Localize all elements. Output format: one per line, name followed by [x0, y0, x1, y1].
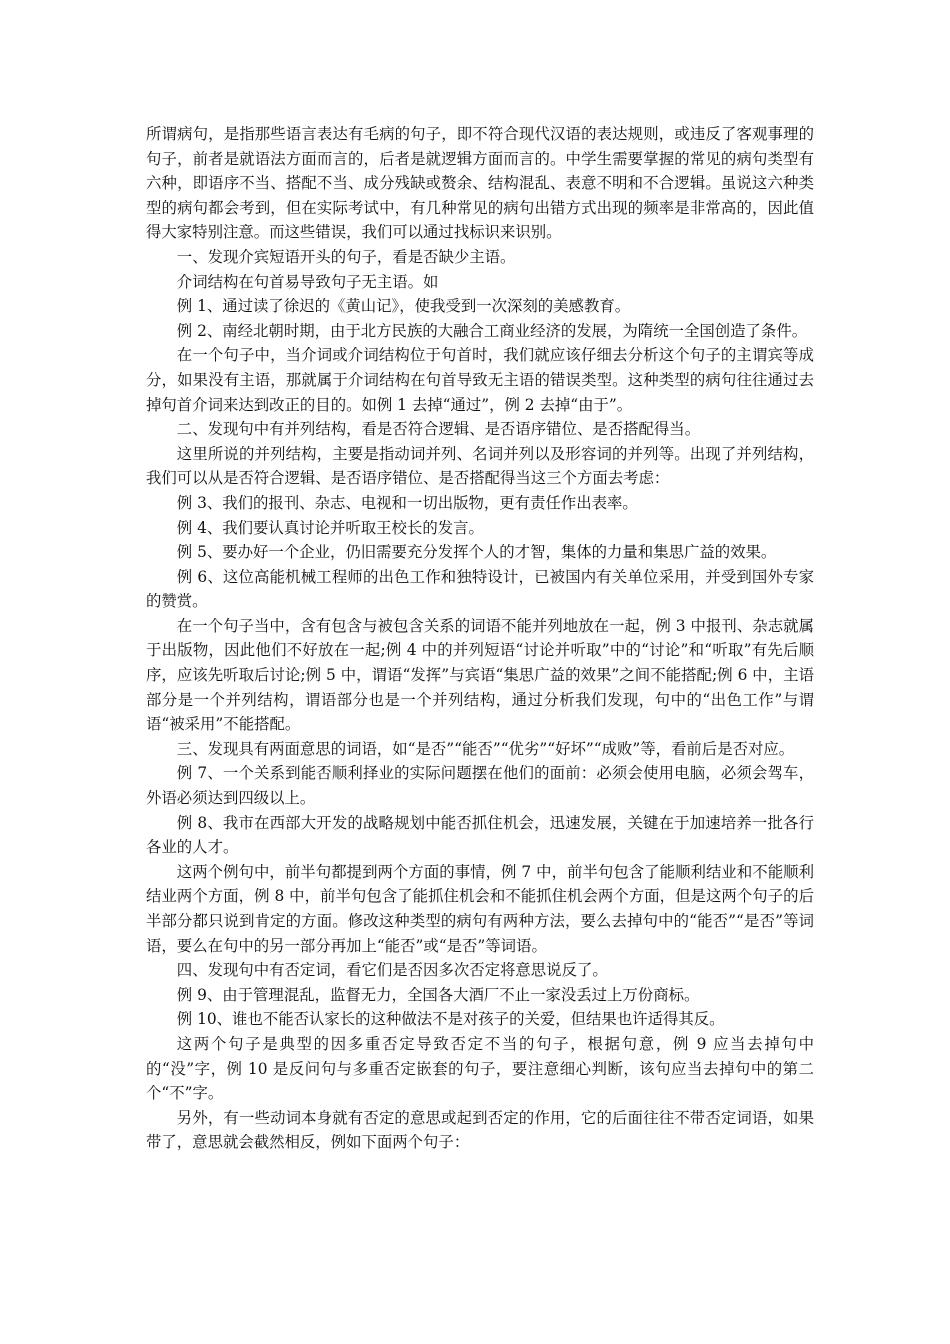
paragraph: 这两个句子是典型的因多重否定导致否定不当的句子，根据句意，例 9 应当去掉句中的“没”字，例 10 是反问句与多重否定嵌套的句子，要注意细心判断，该句应当去掉句中的第二个“不”字。: [146, 1034, 814, 1103]
paragraph: 这两个例句中，前半句都提到两个方面的事情，例 7 中，前半句包含了能顺利结业和不能顺利结业两个方面，例 8 中，前半句包含了能抓住机会和不能抓住机会两个方面，但是这两个句子的后半部分都只说到肯定的方面。修改这种类型的病句有两种方法，要么去掉句中的“能否”“是否”等词语，要么在句中的另一部分再加上“能否”或“是否”等词语。: [146, 862, 814, 955]
example-sentence: 例 10、谁也不能否认家长的这种做法不是对孩子的关爱，但结果也许适得其反。: [176, 1010, 725, 1029]
paragraph: 这里所说的并列结构，主要是指动词并列、名词并列以及形容词的并列等。出现了并列结构，我们可以从是否符合逻辑、是否语序错位、是否搭配得当这三个方面去考虑：: [146, 444, 814, 488]
section-heading: 四、发现句中有否定词，看它们是否因多次否定将意思说反了。: [176, 961, 608, 980]
document-body: [146, 122, 814, 1155]
example-sentence: 例 2、南经北朝时期，由于北方民族的大融合工商业经济的发展，为隋统一全国创造了条件。: [176, 321, 808, 340]
paragraph: 所谓病句，是指那些语言表达有毛病的句子，即不符合现代汉语的表达规则，或违反了客观事理的句子，前者是就语法方面而言的，后者是就逻辑方面而言的。中学生需要掌握的常见的病句类型有六种，即语序不当、搭配不当、成分残缺或赘余、结构混乱、表意不明和不合逻辑。虽说这六种类型的病句都会考到，但在实际考试中，有几种常见的病句出错方式出现的频率是非常高的，因此值得大家特别注意。而这些错误，我们可以通过找标识来识别。: [146, 125, 814, 242]
paragraph: 介词结构在句首易导致句子无主语。如: [176, 272, 439, 291]
section-heading: 二、发现句中有并列结构，看是否符合逻辑、是否语序错位、是否搭配得当。: [176, 420, 701, 439]
example-sentence: 例 4、我们要认真讨论并听取王校长的发言。: [176, 518, 484, 537]
example-sentence: 例 9、由于管理混乱，监督无力，全国各大酒厂不止一家没丢过上万份商标。: [176, 985, 700, 1004]
paragraph: 在一个句子中，当介词或介词结构位于句首时，我们就应该仔细去分析这个句子的主谓宾等成分，如果没有主语，那就属于介词结构在句首导致无主语的错误类型。这种类型的病句往往通过去掉句首介词来达到改正的目的。如例 1 去掉“通过”，例 2 去掉“由于”。: [146, 346, 814, 414]
example-sentence: 例 8、我市在西部大开发的战略规划中能否抓住机会，迅速发展，关键在于加速培养一批各行各业的人才。: [146, 813, 814, 857]
example-sentence: 例 5、要办好一个企业，仍旧需要充分发挥个人的才智，集体的力量和集思广益的效果。: [176, 543, 777, 562]
paragraph: 另外，有一些动词本身就有否定的意思或起到否定的作用，它的后面往往不带否定词语，如果带了，意思就会截然相反，例如下面两个句子：: [146, 1108, 814, 1152]
paragraph: 在一个句子当中，含有包含与被包含关系的词语不能并列地放在一起，例 3 中报刊、杂志就属于出版物，因此他们不好放在一起;例 4 中的并列短语“讨论并听取”中的“讨论”和“听取”有先后顺序，应该先听取后讨论;例 5 中，谓语“发挥”与宾语“集思广益的效果”之间不能搭配;例 6 中，主语部分是一个并列结构，谓语部分也是一个并列结构，通过分析我们发现，句中的“出色工作”与谓语“被采用”不能搭配。: [146, 616, 814, 734]
example-sentence: 例 6、这位高能机械工程师的出色工作和独特设计，已被国内有关单位采用，并受到国外专家的赞赏。: [146, 567, 814, 611]
example-sentence: 例 7、一个关系到能否顺利择业的实际问题摆在他们的面前：必须会使用电脑，必须会驾车，外语必须达到四级以上。: [146, 764, 814, 808]
example-sentence: 例 1、通过读了徐迟的《黄山记》，使我受到一次深刻的美感教育。: [176, 297, 631, 316]
section-heading: 一、发现介宾短语开头的句子，看是否缺少主语。: [176, 247, 516, 266]
section-heading: 三、发现具有两面意思的词语，如“是否”“能否”“优劣”“好坏”“成败”等，看前后是否对应。: [176, 739, 795, 758]
example-sentence: 例 3、我们的报刊、杂志、电视和一切出版物，更有责任作出表率。: [176, 493, 638, 512]
